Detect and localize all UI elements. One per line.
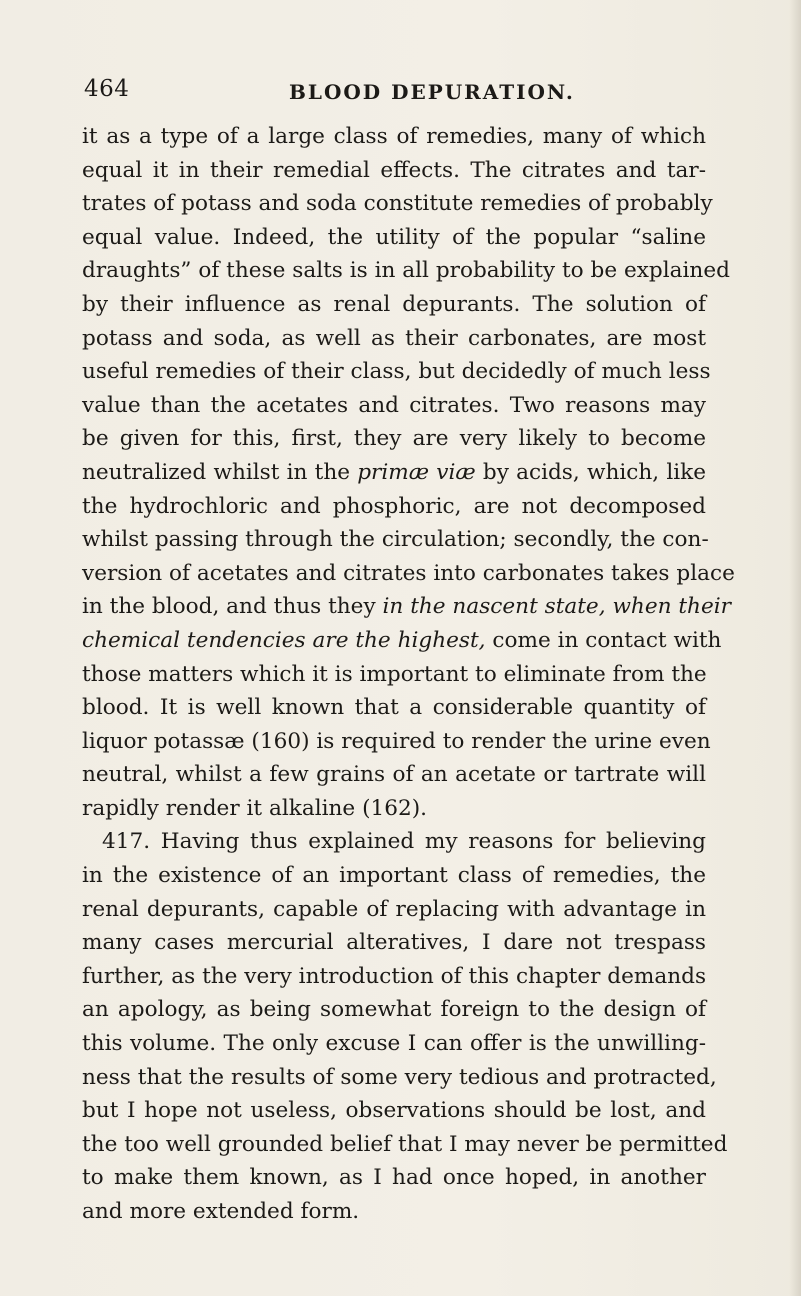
italic-text: in the nascent state, when their [382,594,731,620]
text-line [82,1027,706,1061]
text-line [82,1195,706,1229]
text-run: liquor potassæ (160) is required to render the urine even [82,728,711,754]
text-line [82,154,706,188]
text-line [82,221,706,255]
text-line [82,355,711,389]
text-run: potass and soda, as well as their carbonates, are most [82,325,706,351]
text-line [82,792,706,826]
text-line [82,120,706,154]
text-line [82,960,706,994]
text-run: in the existence of an important class of remedies, the [82,863,706,889]
text-run: in the blood, and thus they [82,594,383,620]
text-run: 417. Having thus explained my reasons for believing [102,829,706,855]
text-line [82,1161,706,1195]
text-run: ness that the results of some very tedious and protracted, [82,1064,717,1090]
text-run: trates of potass and soda constitute remedies of probably [82,191,713,217]
text-line [82,422,706,456]
text-run: an apology, as being somewhat foreign to the design of [82,997,706,1023]
text-line [82,490,706,524]
text-line [82,254,730,288]
text-run: version of acetates and citrates into carbonates takes place [82,560,735,586]
text-line [82,288,706,322]
body-text [82,120,735,1229]
text-run: whilst passing through the circulation; secondly, the con- [82,527,709,553]
text-run: those matters which it is important to eliminate from the [82,661,707,687]
text-run: further, as the very introduction of this chapter demands [82,963,707,989]
text-run: come in contact with [485,627,722,653]
text-run: rapidly render it alkaline (162). [82,795,427,821]
text-line [82,187,713,221]
text-run: renal depurants, capable of replacing with advantage in [82,896,706,922]
text-line [82,725,711,759]
text-line [82,1128,728,1162]
text-run: draughts” of these salts is in all probability to be explained [82,258,730,284]
text-line [82,456,706,490]
text-line [82,993,706,1027]
text-line [82,322,706,356]
page-edge-shadow [789,0,801,1296]
text-run: equal it in their remedial effects. The citrates and tar- [82,157,706,183]
text-run: to make them known, as I had once hoped, in another [82,1165,706,1191]
text-run: and more extended form. [82,1199,360,1224]
text-line [82,523,709,557]
text-run: many cases mercurial alteratives, I dare not trespass [82,930,706,956]
running-head: BLOOD DEPURATION. [289,80,575,104]
page-number: 464 [84,76,130,102]
text-run: by acids, which, like [475,459,706,485]
text-line [82,1061,717,1095]
text-line [82,389,706,423]
italic-text: primæ viæ [357,459,476,485]
text-line [82,691,706,725]
text-run: it as a type of a large class of remedies, many of which [82,124,706,149]
text-line [82,859,706,893]
text-run: value than the acetates and citrates. Two reasons may [82,392,706,418]
text-run: be given for this, first, they are very likely to become [82,426,706,452]
text-run: neutral, whilst a few grains of an acetate or tartrate will [82,762,706,788]
text-run: by their influence as renal depurants. The solution of [82,291,706,317]
text-run: the too well grounded belief that I may never be permitted [82,1131,728,1157]
text-line [82,624,722,658]
text-run: the hydrochloric and phosphoric, are not decomposed [82,493,706,519]
text-run: this volume. The only excuse I can offer is the unwilling- [82,1031,706,1057]
text-run: neutralized whilst in the [82,459,358,485]
text-line [82,1094,706,1128]
text-line [82,926,706,960]
page-header [84,72,704,112]
text-line [82,590,731,624]
text-run: useful remedies of their class, but decidedly of much less [82,359,711,385]
text-run: but I hope not useless, observations should be lost, and [82,1098,706,1124]
text-run: blood. It is well known that a considerable quantity of [82,695,706,721]
text-line [82,825,706,859]
italic-text: chemical tendencies are the highest, [82,627,486,653]
text-line [82,893,706,927]
text-line [82,758,706,792]
text-line [82,557,735,591]
text-run: equal value. Indeed, the utility of the popular “saline [82,224,706,250]
text-line [82,658,706,692]
